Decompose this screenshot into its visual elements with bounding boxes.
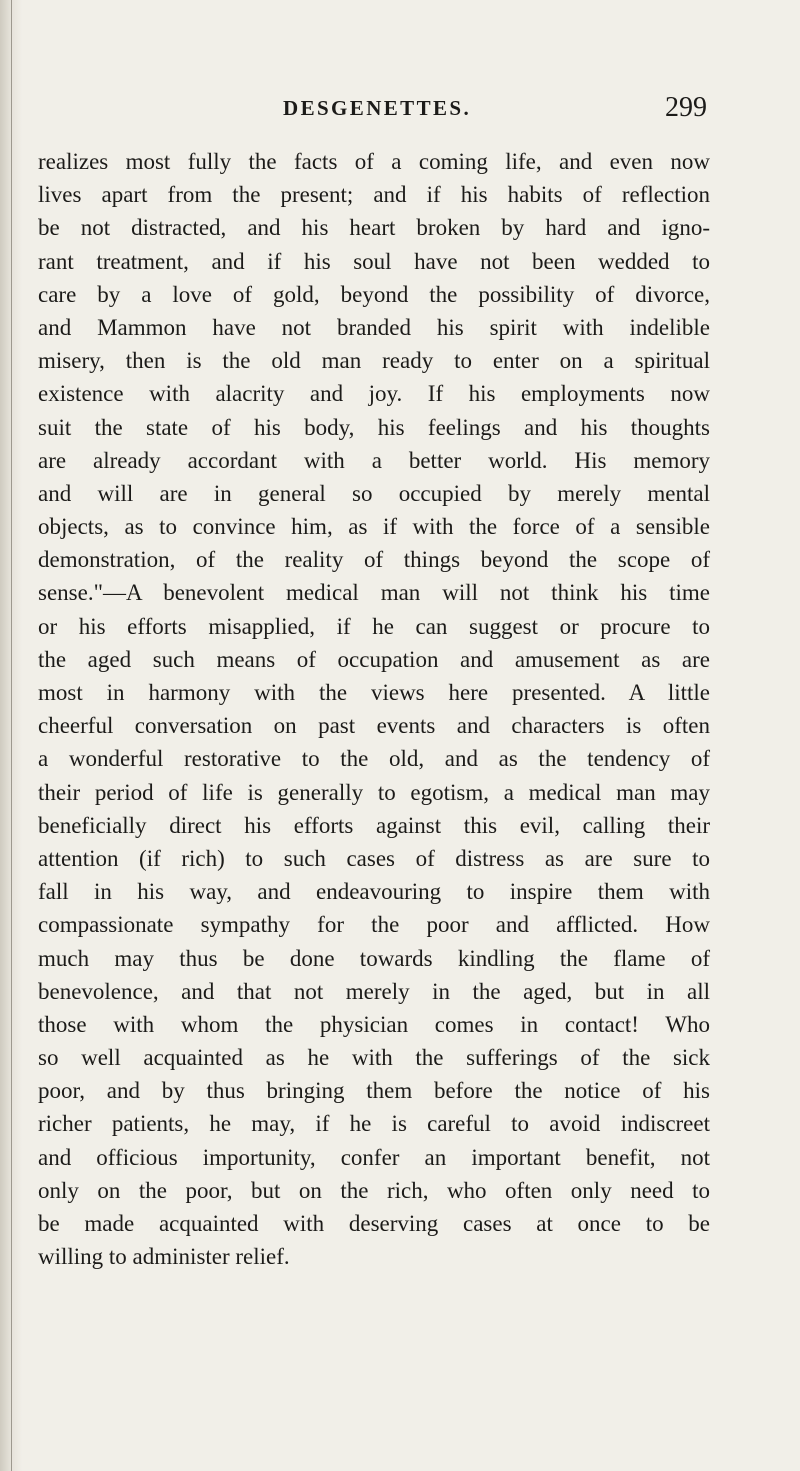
text-line: realizes most fully the facts of a coming life, and even now	[38, 149, 710, 174]
text-line: objects, as to convince him, as if with the force of a sensible	[38, 514, 710, 540]
text-line: beneficially direct his efforts against this evil, calling their	[38, 812, 710, 838]
text-line: are already accordant with a better world. His memory	[38, 447, 710, 473]
text-line: existence with alacrity and joy. If his employments now	[38, 381, 710, 407]
text-line: willing to administer relief.	[38, 1244, 290, 1270]
text-line: be made acquainted with deserving cases at once to be	[38, 1211, 710, 1236]
text-line: so well acquainted as he with the sufferings of the sick	[38, 1045, 710, 1071]
text-line: much may thus be done towards kindling the flame of	[38, 945, 710, 971]
text-line: or his efforts misapplied, if he can suggest or procure to	[38, 613, 710, 639]
text-line: a wonderful restorative to the old, and as the tendency of	[38, 746, 710, 772]
text-line: poor, and by thus bringing them before the notice of his	[38, 1078, 710, 1104]
text-line: the aged such means of occupation and amusement as are	[38, 646, 710, 672]
text-line: lives apart from the present; and if his habits of reflection	[38, 182, 710, 208]
text-line: compassionate sympathy for the poor and afflicted. How	[38, 912, 710, 938]
binding-gutter	[0, 0, 22, 1471]
text-line: only on the poor, but on the rich, who often only need to	[38, 1177, 710, 1203]
text-line: richer patients, he may, if he is careful to avoid indiscreet	[38, 1111, 710, 1137]
text-line: demonstration, of the reality of things beyond the scope of	[38, 547, 710, 573]
text-line: suit the state of his body, his feelings and his thoughts	[38, 414, 710, 440]
text-line: fall in his way, and endeavouring to inspire them with	[38, 879, 710, 905]
text-line: misery, then is the old man ready to enter on a spiritual	[38, 348, 710, 374]
text-line: most in harmony with the views here presented. A little	[38, 680, 710, 705]
running-head: DESGENETTES.	[283, 96, 472, 120]
text-line: benevolence, and that not merely in the aged, but in all	[38, 978, 710, 1004]
text-line: their period of life is generally to egotism, a medical man may	[38, 779, 710, 805]
text-line: be not distracted, and his heart broken by hard and igno-	[38, 215, 710, 241]
body-text	[38, 145, 710, 1273]
text-line: and officious importunity, confer an important benefit, not	[38, 1144, 710, 1170]
text-line: cheerful conversation on past events and characters is often	[38, 713, 710, 739]
text-line: sense."—A benevolent medical man will not think his time	[38, 580, 710, 606]
text-line: those with whom the physician comes in contact! Who	[38, 1011, 710, 1037]
text-line: care by a love of gold, beyond the possibility of divorce,	[38, 281, 710, 307]
text-line: rant treatment, and if his soul have not been wedded to	[38, 248, 710, 274]
text-line: and will are in general so occupied by merely mental	[38, 480, 710, 506]
text-line: and Mammon have not branded his spirit with indelible	[38, 314, 710, 340]
text-line: attention (if rich) to such cases of distress as are sure to	[38, 845, 710, 871]
page-header	[0, 92, 800, 132]
gutter-edge-line	[11, 0, 12, 1471]
page-number: 299	[665, 92, 707, 123]
